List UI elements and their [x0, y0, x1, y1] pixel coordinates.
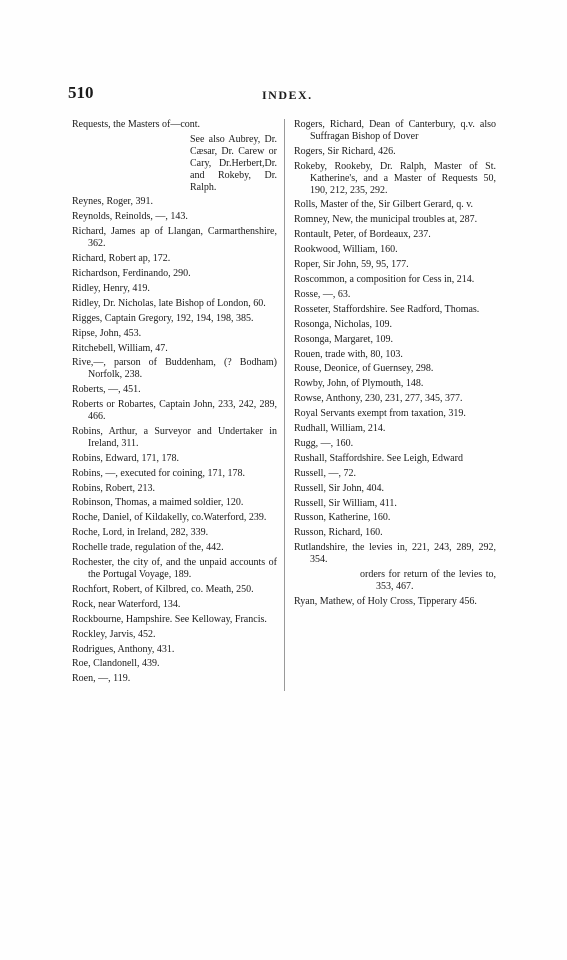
index-entry: Rive,—, parson of Buddenham, (? Bodham) Norfolk, 238. [72, 357, 277, 381]
index-column-left [72, 119, 277, 688]
index-entry: Reynolds, Reinolds, —, 143. [72, 211, 188, 223]
index-entry: Rowse, Anthony, 230, 231, 277, 345, 377. [294, 393, 463, 405]
page-title: INDEX. [262, 88, 313, 102]
index-entry: Richard, James ap of Llangan, Carmarthenshire, 362. [72, 226, 277, 250]
column-divider [284, 119, 285, 691]
index-entry: Romney, New, the municipal troubles at, 287. [294, 214, 478, 226]
index-entry: Rock, near Waterford, 134. [72, 598, 181, 610]
index-entry: Rodrigues, Anthony, 431. [72, 643, 175, 655]
index-entry: Royal Servants exempt from taxation, 319. [294, 408, 466, 420]
index-entry: Roen, —, 119. [72, 673, 131, 685]
index-entry: Richard, Robert ap, 172. [72, 253, 171, 265]
index-entry: Rockbourne, Hampshire. See Kelloway, Francis. [72, 613, 267, 625]
index-entry: Rogers, Richard, Dean of Canterbury, q.v. also Suffragan Bishop of Dover [294, 119, 496, 142]
index-entry: Robins, —, executed for coining, 171, 178. [72, 467, 246, 479]
index-entry: Russell, Sir John, 404. [294, 482, 385, 494]
index-entry: Richardson, Ferdinando, 290. [72, 267, 191, 279]
index-entry: Ritchebell, William, 47. [72, 342, 168, 354]
index-entry: Rushall, Staffordshire. See Leigh, Edward [294, 452, 463, 464]
index-entry: Ridley, Henry, 419. [72, 282, 150, 294]
index-entry: Roper, Sir John, 59, 95, 177. [294, 259, 409, 271]
index-entry-see-also: See also Aubrey, Dr. Cæsar, Dr. Carew or Cary, Dr.Herbert,Dr. and Rokeby, Dr. Ralph. [190, 133, 277, 193]
index-entry: Rouen, trade with, 80, 103. [294, 348, 403, 360]
index-entry: Roche, Daniel, of Kildakelly, co.Waterford, 239. [72, 512, 267, 524]
index-entry: Ripse, John, 453. [72, 327, 142, 339]
index-entry: Robins, Arthur, a Surveyor and Undertaker in Ireland, 311. [72, 425, 277, 449]
index-entry: Russon, Katherine, 160. [294, 512, 391, 524]
index-entry: Russell, Sir William, 411. [294, 497, 397, 509]
index-entry: Russell, —, 72. [294, 467, 356, 479]
index-entry: Rowby, John, of Plymouth, 148. [294, 378, 424, 390]
index-entry: Rouse, Deonice, of Guernsey, 298. [294, 363, 434, 375]
index-entry: Roche, Lord, in Ireland, 282, 339. [72, 527, 209, 539]
index-entry: Rosseter, Staffordshire. See Radford, Thomas. [294, 303, 480, 315]
index-entry: Rosonga, Nicholas, 109. [294, 318, 393, 330]
index-column-right [294, 119, 496, 611]
index-entry: Reynes, Roger, 391. [72, 196, 153, 208]
index-entry: Ryan, Mathew, of Holy Cross, Tipperary 456. [294, 595, 477, 607]
index-entry: Rugg, —, 160. [294, 437, 354, 449]
index-entry: Rigges, Captain Gregory, 192, 194, 198, 385. [72, 312, 254, 324]
index-entry: Rockley, Jarvis, 452. [72, 628, 156, 640]
index-subentry: orders for return of the levies to, 353, 467. [360, 569, 496, 592]
index-entry: Roberts, —, 451. [72, 384, 141, 396]
page-number: 510 [68, 83, 94, 102]
index-entry: Rontault, Peter, of Bordeaux, 237. [294, 229, 431, 241]
index-entry: Rookwood, William, 160. [294, 244, 398, 256]
index-entry: Rochester, the city of, and the unpaid accounts of the Portugal Voyage, 189. [72, 557, 277, 580]
index-entry: Rosse, —, 63. [294, 288, 351, 300]
index-entry: Rokeby, Rookeby, Dr. Ralph, Master of St. Katherine's, and a Master of Requests 50, 190, 212, 235, 292. [294, 160, 496, 196]
index-entry: Rochelle trade, regulation of the, 442. [72, 542, 224, 554]
index-entry: Rogers, Sir Richard, 426. [294, 145, 396, 157]
index-entry: Rudhall, William, 214. [294, 423, 386, 435]
index-entry: Robinson, Thomas, a maimed soldier, 120. [72, 497, 244, 509]
index-entry: Rosonga, Margaret, 109. [294, 333, 393, 345]
index-entry: Robins, Robert, 213. [72, 482, 156, 494]
index-entry: Roe, Clandonell, 439. [72, 658, 160, 670]
index-entry: Roscommon, a composition for Cess in, 214. [294, 273, 475, 285]
index-entry: Rolls, Master of the, Sir Gilbert Gerard, q. v. [294, 199, 474, 211]
index-entry: Rutlandshire, the levies in, 221, 243, 289, 292, 354. [294, 542, 496, 566]
index-entry: Roberts or Robartes, Captain John, 233, 242, 289, 466. [72, 399, 277, 423]
index-entry: Russon, Richard, 160. [294, 527, 383, 539]
index-entry: Requests, the Masters of—cont. [72, 119, 201, 130]
index-entry: Robins, Edward, 171, 178. [72, 452, 179, 464]
index-entry: Rochfort, Robert, of Kilbred, co. Meath, 250. [72, 583, 254, 595]
index-entry: Ridley, Dr. Nicholas, late Bishop of London, 60. [72, 297, 266, 309]
